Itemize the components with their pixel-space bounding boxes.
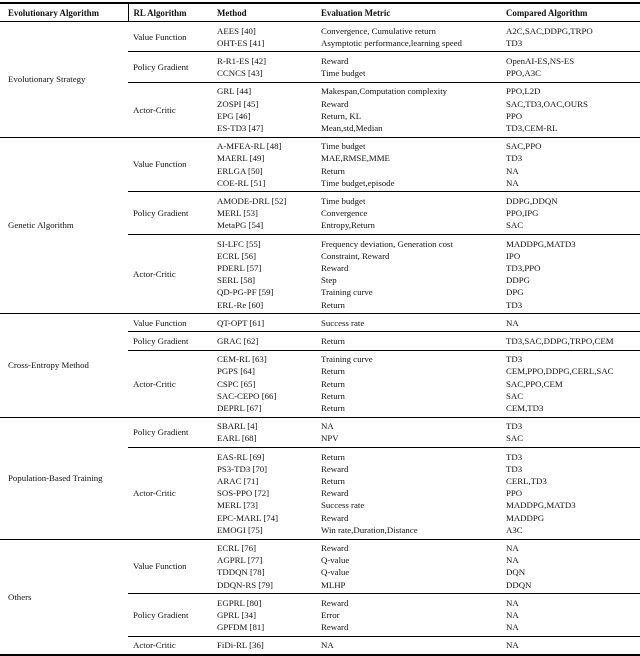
compared-algorithm-value: SAC,PPO,CEM xyxy=(506,378,563,389)
compared-algorithm-value: SAC xyxy=(506,390,524,401)
method-value: A-MFEA-RL [48] xyxy=(217,141,282,152)
subgroup-row xyxy=(0,539,640,594)
compared-algorithm-value: DDQN xyxy=(506,579,532,590)
evaluation-metric-cell xyxy=(318,137,503,192)
compared-algorithm-cell xyxy=(503,448,640,539)
compared-algorithm-cell xyxy=(503,22,640,52)
method-value: EARL [68] xyxy=(217,433,257,444)
compared-algorithm-value: DQN xyxy=(506,567,526,578)
evaluation-metric-value: Return xyxy=(321,402,345,413)
compared-algorithm-cell xyxy=(503,636,640,655)
method-cell xyxy=(212,192,318,235)
compared-algorithm-cell xyxy=(503,332,640,350)
rl-algorithm-cell: Value Function xyxy=(128,22,212,52)
compared-algorithm-value: NA xyxy=(506,640,519,651)
evaluation-metric-value: Win rate,Duration,Distance xyxy=(321,524,418,535)
method-value: COE-RL [51] xyxy=(217,177,266,188)
method-cell xyxy=(212,417,318,447)
evaluation-metric-value: Return xyxy=(321,366,345,377)
subgroup-row xyxy=(0,417,640,447)
evaluation-metric-value: Return xyxy=(321,476,345,486)
table-body xyxy=(0,22,640,656)
method-value: GRL [44] xyxy=(217,86,252,97)
evaluation-metric-value: Makespan,Computation complexity xyxy=(321,86,448,97)
evaluation-metric-value: Reward xyxy=(321,543,349,554)
header-compared-algorithm: Compared Algorithm xyxy=(503,3,640,22)
subgroup-row xyxy=(0,137,640,192)
compared-algorithm-value: NA xyxy=(506,597,519,608)
rl-algorithm-cell: Actor-Critic xyxy=(128,82,212,137)
evaluation-metric-value: Q-value xyxy=(321,555,350,566)
subgroup-row xyxy=(0,22,640,52)
evaluation-metric-value: Reward xyxy=(321,262,349,273)
method-value: SAC-CEPO [66] xyxy=(217,390,277,401)
compared-algorithm-value: TD3 xyxy=(506,421,523,432)
evaluation-metric-cell xyxy=(318,82,503,137)
evaluation-metric-value: Return, KL xyxy=(321,110,362,121)
method-cell xyxy=(212,350,318,417)
method-value: PDERL [57] xyxy=(217,262,262,273)
method-cell xyxy=(212,314,318,332)
method-cell xyxy=(212,82,318,137)
compared-algorithm-value: SAC,TD3,OAC,OURS xyxy=(506,98,588,109)
method-cell xyxy=(212,594,318,637)
method-value: GPFDM [81] xyxy=(217,622,265,633)
rl-algorithm-cell: Actor-Critic xyxy=(128,235,212,314)
rl-algorithm-cell: Value Function xyxy=(128,137,212,192)
evaluation-metric-cell xyxy=(318,636,503,655)
evaluation-metric-value: Reward xyxy=(321,488,349,499)
header-rl-algorithm: RL Algorithm xyxy=(128,3,212,22)
compared-algorithm-value: NA xyxy=(506,165,519,176)
evaluation-metric-value: Reward xyxy=(321,55,349,66)
evolutionary-algorithm-cell: Evolutionary Strategy xyxy=(0,22,128,138)
method-value: DDQN-RS [79] xyxy=(217,579,273,590)
evaluation-metric-value: Time budget,episode xyxy=(321,177,395,188)
evaluation-metric-value: MLHP xyxy=(321,579,346,590)
method-value: ZOSPI [45] xyxy=(217,98,259,109)
method-value: QD-PG-PF [59] xyxy=(217,287,274,298)
method-value: EPC-MARL [74] xyxy=(217,512,279,523)
evaluation-metric-value: Success rate xyxy=(321,500,365,511)
evaluation-metric-value: Training curve xyxy=(321,354,373,365)
method-cell xyxy=(212,235,318,314)
method-value: PGPS [64] xyxy=(217,366,255,377)
method-value: MetaPG [54] xyxy=(217,220,264,231)
subgroup-row xyxy=(0,314,640,332)
compared-algorithm-cell xyxy=(503,192,640,235)
compared-algorithm-value: OpenAI-ES,NS-ES xyxy=(506,55,575,66)
compared-algorithm-value: PPO,A3C xyxy=(506,68,541,79)
method-cell xyxy=(212,539,318,594)
compared-algorithm-value: TD3 xyxy=(506,354,523,365)
table-header-row xyxy=(0,3,640,22)
evaluation-metric-value: NA xyxy=(321,421,334,432)
evaluation-metric-cell xyxy=(318,539,503,594)
compared-algorithm-value: TD3 xyxy=(506,451,523,462)
rl-algorithm-cell: Actor-Critic xyxy=(128,448,212,539)
compared-algorithm-cell xyxy=(503,539,640,594)
compared-algorithm-value: CERL,TD3 xyxy=(506,476,547,486)
evaluation-metric-value: Entropy,Return xyxy=(321,220,375,231)
compared-algorithm-value: TD3,PPO xyxy=(506,262,541,273)
evaluation-metric-cell xyxy=(318,192,503,235)
method-value: R-R1-ES [42] xyxy=(217,55,267,66)
method-value: MAERL [49] xyxy=(217,153,265,164)
evaluation-metric-value: Return xyxy=(321,335,345,346)
evaluation-metric-value: NA xyxy=(321,640,334,651)
compared-algorithm-cell xyxy=(503,235,640,314)
evaluation-metric-value: MAE,RMSE,MME xyxy=(321,153,390,164)
evaluation-metric-cell xyxy=(318,52,503,82)
compared-algorithm-value: NA xyxy=(506,177,519,188)
evaluation-metric-value: Return xyxy=(321,165,345,176)
method-value: SOS-PPO [72] xyxy=(217,488,270,499)
compared-algorithm-value: TD3,CEM-RL xyxy=(506,122,558,133)
evolutionary-algorithm-cell: Cross-Entropy Method xyxy=(0,314,128,417)
compared-algorithm-value: MADDPG,MATD3 xyxy=(506,500,576,511)
method-cell xyxy=(212,636,318,655)
evaluation-metric-value: Success rate xyxy=(321,317,365,328)
compared-algorithm-value: CEM,TD3 xyxy=(506,402,544,413)
evaluation-metric-value: Time budget xyxy=(321,68,366,79)
method-value: SI-LFC [55] xyxy=(217,238,261,249)
compared-algorithm-value: TD3 xyxy=(506,299,523,310)
evaluation-metric-value: Training curve xyxy=(321,287,373,298)
method-value: SBARL [4] xyxy=(217,421,258,432)
compared-algorithm-value: MADDPG,MATD3 xyxy=(506,238,576,249)
compared-algorithm-value: NA xyxy=(506,555,519,566)
method-cell xyxy=(212,332,318,350)
evaluation-metric-value: Step xyxy=(321,275,337,286)
compared-algorithm-cell xyxy=(503,137,640,192)
method-value: CSPC [65] xyxy=(217,378,256,389)
rl-algorithm-cell: Actor-Critic xyxy=(128,636,212,655)
evaluation-metric-value: Return xyxy=(321,390,345,401)
compared-algorithm-value: A3C xyxy=(506,524,523,535)
rl-algorithm-cell: Policy Gradient xyxy=(128,417,212,447)
method-value: DEPRL [67] xyxy=(217,402,262,413)
method-value: ECRL [56] xyxy=(217,250,257,261)
method-value: QT-OPT [61] xyxy=(217,317,265,328)
rl-algorithm-cell: Actor-Critic xyxy=(128,350,212,417)
method-value: ARAC [71] xyxy=(217,476,259,486)
evaluation-metric-value: Reward xyxy=(321,622,349,633)
evaluation-metric-value: Return xyxy=(321,451,345,462)
evaluation-metric-value: Time budget xyxy=(321,195,366,206)
compared-algorithm-value: A2C,SAC,DDPG,TRPO xyxy=(506,25,593,36)
method-value: ECRL [76] xyxy=(217,543,257,554)
evaluation-metric-value: Frequency deviation, Generation cost xyxy=(321,238,453,249)
evaluation-metric-value: NPV xyxy=(321,433,339,444)
evaluation-metric-value: Convergence, Cumulative return xyxy=(321,25,436,36)
compared-algorithm-cell xyxy=(503,350,640,417)
evaluation-metric-cell xyxy=(318,350,503,417)
compared-algorithm-value: PPO,L2D xyxy=(506,86,541,97)
rl-algorithm-cell: Policy Gradient xyxy=(128,192,212,235)
compared-algorithm-cell xyxy=(503,314,640,332)
compared-algorithm-value: NA xyxy=(506,317,519,328)
compared-algorithm-value: PPO xyxy=(506,488,523,499)
method-value: MERL [53] xyxy=(217,208,258,219)
evaluation-metric-value: Return xyxy=(321,299,345,310)
rl-algorithm-cell: Policy Gradient xyxy=(128,332,212,350)
evaluation-metric-cell xyxy=(318,235,503,314)
evaluation-metric-cell xyxy=(318,314,503,332)
method-value: TDDQN [78] xyxy=(217,567,265,578)
compared-algorithm-cell xyxy=(503,52,640,82)
compared-algorithm-value: TD3 xyxy=(506,463,523,474)
rl-algorithm-cell: Value Function xyxy=(128,314,212,332)
compared-algorithm-value: SAC,PPO xyxy=(506,141,542,152)
method-value: ERLGA [50] xyxy=(217,165,263,176)
method-value: EMOGI [75] xyxy=(217,524,263,535)
method-value: AEES [40] xyxy=(217,25,256,36)
evaluation-metric-value: Reward xyxy=(321,597,349,608)
header-evolutionary-algorithm: Evolutionary Algorithm xyxy=(0,3,128,22)
evaluation-metric-value: Error xyxy=(321,610,340,621)
evaluation-metric-value: Return xyxy=(321,378,345,389)
method-value: EPG [46] xyxy=(217,110,251,121)
evaluation-metric-cell xyxy=(318,594,503,637)
compared-algorithm-value: IPO xyxy=(506,250,521,261)
compared-algorithm-value: TD3,SAC,DDPG,TRPO,CEM xyxy=(506,335,614,346)
evaluation-metric-cell xyxy=(318,448,503,539)
method-value: AMODE-DRL [52] xyxy=(217,195,287,206)
method-value: GPRL [34] xyxy=(217,610,257,621)
method-cell xyxy=(212,22,318,52)
evaluation-metric-value: Q-value xyxy=(321,567,350,578)
evaluation-metric-value: Mean,std,Median xyxy=(321,122,383,133)
survey-table xyxy=(0,2,640,656)
evaluation-metric-cell xyxy=(318,22,503,52)
evaluation-metric-value: Reward xyxy=(321,463,349,474)
method-value: CCNCS [43] xyxy=(217,68,263,79)
evolutionary-algorithm-cell: Genetic Algorithm xyxy=(0,137,128,314)
evaluation-metric-value: Reward xyxy=(321,98,349,109)
compared-algorithm-cell xyxy=(503,82,640,137)
header-method: Method xyxy=(212,3,318,22)
method-value: PS3-TD3 [70] xyxy=(217,463,268,474)
method-value: ERL-Re [60] xyxy=(217,299,264,310)
evaluation-metric-cell xyxy=(318,417,503,447)
compared-algorithm-value: NA xyxy=(506,543,519,554)
method-value: ES-TD3 [47] xyxy=(217,122,264,133)
compared-algorithm-value: DDPG xyxy=(506,275,530,286)
compared-algorithm-cell xyxy=(503,417,640,447)
method-value: EAS-RL [69] xyxy=(217,451,265,462)
header-evaluation-metric: Evaluation Metric xyxy=(318,3,503,22)
compared-algorithm-value: TD3 xyxy=(506,37,523,48)
method-value: EGPRL [80] xyxy=(217,597,262,608)
evaluation-metric-value: Convergence xyxy=(321,208,368,219)
evolutionary-algorithm-cell: Population-Based Training xyxy=(0,417,128,539)
evaluation-metric-value: Constraint, Reward xyxy=(321,250,390,261)
compared-algorithm-value: TD3 xyxy=(506,153,523,164)
method-value: AGPRL [77] xyxy=(217,555,263,566)
rl-algorithm-cell: Value Function xyxy=(128,539,212,594)
compared-algorithm-value: SAC xyxy=(506,433,524,444)
compared-algorithm-value: PPO,IPG xyxy=(506,208,539,219)
method-value: SERL [58] xyxy=(217,275,256,286)
rl-algorithm-cell: Policy Gradient xyxy=(128,594,212,637)
method-value: MERL [73] xyxy=(217,500,258,511)
evaluation-metric-value: Reward xyxy=(321,512,349,523)
compared-algorithm-value: DDPG,DDQN xyxy=(506,195,558,206)
evaluation-metric-cell xyxy=(318,332,503,350)
method-cell xyxy=(212,52,318,82)
method-cell xyxy=(212,448,318,539)
method-value: OHT-ES [41] xyxy=(217,37,265,48)
evolutionary-algorithm-cell: Others xyxy=(0,539,128,655)
method-value: GRAC [62] xyxy=(217,335,259,346)
compared-algorithm-value: DPG xyxy=(506,287,524,298)
compared-algorithm-cell xyxy=(503,594,640,637)
evaluation-metric-value: Time budget xyxy=(321,141,366,152)
compared-algorithm-value: SAC xyxy=(506,220,524,231)
method-cell xyxy=(212,137,318,192)
compared-algorithm-value: CEM,PPO,DDPG,CERL,SAC xyxy=(506,366,614,377)
compared-algorithm-value: NA xyxy=(506,622,519,633)
evaluation-metric-value: Asymptotic performance,learning speed xyxy=(321,37,462,48)
compared-algorithm-value: MADDPG xyxy=(506,512,545,523)
method-value: FiDi-RL [36] xyxy=(217,640,264,651)
compared-algorithm-value: NA xyxy=(506,610,519,621)
rl-algorithm-cell: Policy Gradient xyxy=(128,52,212,82)
method-value: CEM-RL [63] xyxy=(217,354,267,365)
compared-algorithm-value: PPO xyxy=(506,110,523,121)
